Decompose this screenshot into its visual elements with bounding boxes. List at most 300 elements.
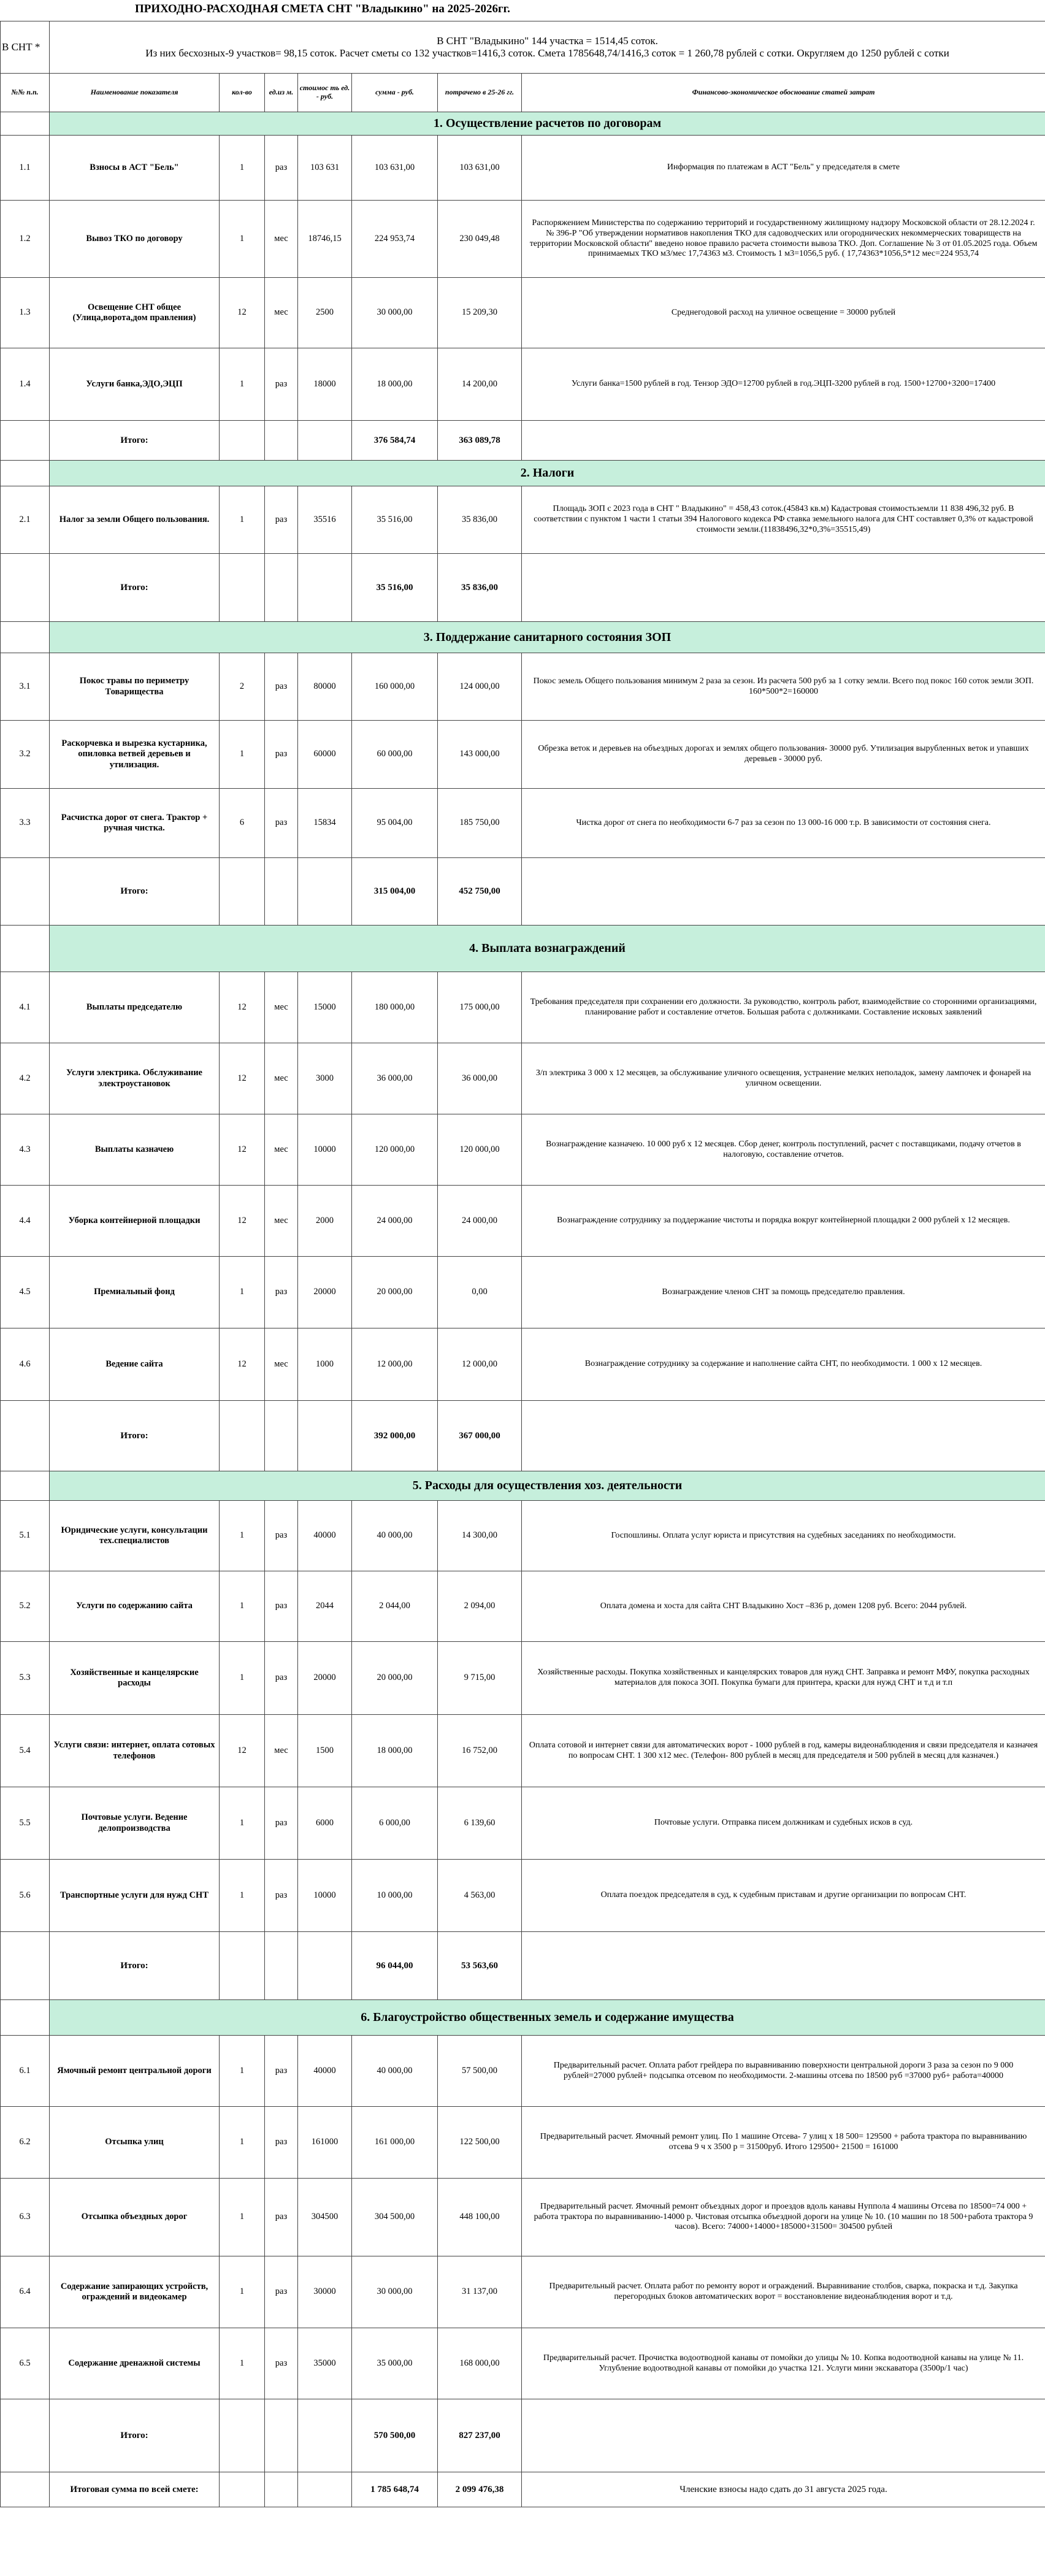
cell-spent: 24 000,00 — [438, 1186, 522, 1257]
cell-spent: 103 631,00 — [438, 136, 522, 201]
cell-name: Освещение СНТ общее (Улица,ворота,дом правления) — [50, 278, 220, 348]
section-total-row — [1, 2399, 1045, 2472]
total-label: Итого: — [50, 554, 220, 622]
cell-unit: раз — [265, 486, 298, 554]
cell-price: 3000 — [298, 1043, 352, 1114]
cell-blank — [265, 1401, 298, 1471]
estimate-body — [1, 21, 1045, 2507]
cell-qty: 1 — [220, 1860, 265, 1932]
cell-name: Отсыпка объездных дорог — [50, 2179, 220, 2256]
cell-unit: раз — [265, 136, 298, 201]
table-row — [1, 136, 1045, 201]
table-row — [1, 2328, 1045, 2399]
cell-sum: 103 631,00 — [352, 136, 438, 201]
cell-price: 40000 — [298, 1501, 352, 1571]
cell-name: Покос травы по периметру Товарищества — [50, 653, 220, 721]
cell-num: 5.2 — [1, 1571, 50, 1642]
cell-desc: Предварительный расчет. Оплата работ по ремонту ворот и ограждений. Выравнивание столбов, сварка, покраска и т.д. Закупка перегородных блоков автоматических ворот = восстановление видеонаблюдения ворот и т.д. — [522, 2256, 1045, 2328]
cell-sum: 20 000,00 — [352, 1257, 438, 1328]
cell-sum: 60 000,00 — [352, 721, 438, 789]
cell-desc: Покос земель Общего пользования минимум 2 раза за сезон. Из расчета 500 руб за 1 сотку земли. Всего под покос 160 соток земли ЗОП. 160*500*2=160000 — [522, 653, 1045, 721]
cell-num: 3.1 — [1, 653, 50, 721]
cell-qty: 1 — [220, 2036, 265, 2107]
cell-num: 4.4 — [1, 1186, 50, 1257]
cell-spent: 448 100,00 — [438, 2179, 522, 2256]
table-row — [1, 1328, 1045, 1401]
table-row — [1, 278, 1045, 348]
cell-sum: 35 516,00 — [352, 486, 438, 554]
cell-desc: Вознаграждение сотруднику за поддержание чистоты и порядка вокруг контейнерной площадки 2 000 рублей х 12 месяцев. — [522, 1186, 1045, 1257]
cell-name: Содержание дренажной системы — [50, 2328, 220, 2399]
cell-num: 5.6 — [1, 1860, 50, 1932]
cell-unit: раз — [265, 2036, 298, 2107]
table-row — [1, 2179, 1045, 2256]
cell-qty: 1 — [220, 1257, 265, 1328]
cell-sum: 30 000,00 — [352, 2256, 438, 2328]
cell-num: 2.1 — [1, 486, 50, 554]
cell-unit: мес — [265, 1328, 298, 1401]
cell-unit: раз — [265, 2107, 298, 2179]
section-header-row — [1, 1471, 1045, 1501]
cell-name: Выплаты председателю — [50, 972, 220, 1043]
cell-spent: 175 000,00 — [438, 972, 522, 1043]
cell-name: Раскорчевка и вырезка кустарника, опиловка ветвей деревьев и утилизация. — [50, 721, 220, 789]
cell-spent: 12 000,00 — [438, 1328, 522, 1401]
col-header-sum: сумма - руб. — [352, 74, 438, 112]
cell-sum: 36 000,00 — [352, 1043, 438, 1114]
cell-name: Премиальный фонд — [50, 1257, 220, 1328]
cell-desc: Площадь ЗОП с 2023 года в СНТ " Владыкино" = 458,43 соток.(45843 кв.м) Кадастровая стоимостьземли 11 838 496,32 руб. В соответствии с пунктом 1 части 1 статьи 394 Налогового кодекса РФ ставка земельного налога для СНТ составляет 0,3% от кадастровой стоимости земли.(11838496,32*0,3%=35515,49) — [522, 486, 1045, 554]
cell-desc: Предварительный расчет. Ямочный ремонт улиц. По 1 машине Отсева- 7 улиц х 18 500= 129500 + работа трактора по выравниванию отсева 9 ч х 3500 р = 31500руб. Итого 129500+ 21500 = 161000 — [522, 2107, 1045, 2179]
section-spacer — [1, 1471, 50, 1501]
cell-blank — [220, 1401, 265, 1471]
cell-price: 10000 — [298, 1860, 352, 1932]
total-label: Итого: — [50, 858, 220, 926]
section-spacer — [1, 926, 50, 972]
cell-desc: Хозяйственные расходы. Покупка хозяйственных и канцелярских товаров для нужд СНТ. Заправка и ремонт МФУ, покупка расходных материалов для покоса ЗОП. Покупка бумаги для принтера, краски для нужд СНТ и т.д и т.п — [522, 1642, 1045, 1715]
cell-name: Отсыпка улиц — [50, 2107, 220, 2179]
cell-sum: 24 000,00 — [352, 1186, 438, 1257]
cell-num: 4.6 — [1, 1328, 50, 1401]
cell-unit: мес — [265, 972, 298, 1043]
section-title: 2. Налоги — [50, 461, 1045, 486]
table-row — [1, 1257, 1045, 1328]
cell-name: Ведение сайта — [50, 1328, 220, 1401]
cell-name: Расчистка дорог от снега. Трактор + ручная чистка. — [50, 789, 220, 858]
cell-blank — [1, 1401, 50, 1471]
cell-num: 5.3 — [1, 1642, 50, 1715]
total-spent: 452 750,00 — [438, 858, 522, 926]
cell-num: 6.2 — [1, 2107, 50, 2179]
cell-name: Юридические услуги, консультации тех.специалистов — [50, 1501, 220, 1571]
cell-qty: 1 — [220, 1642, 265, 1715]
section-header-row — [1, 112, 1045, 136]
cell-desc: Предварительный расчет. Оплата работ грейдера по выравниванию поверхности центральной дороги 3 раза за сезон по 9 000 рублей=27000 рублей+ подсыпка отсевом по необходимости. 2-машины отсева по 18500 руб =37000 руб+ работа=40000 — [522, 2036, 1045, 2107]
cell-qty: 12 — [220, 1715, 265, 1787]
cell-desc: Услуги банка=1500 рублей в год. Тензор ЭДО=12700 рублей в год.ЭЦП-3200 рублей в год. 1500+12700+3200=17400 — [522, 348, 1045, 421]
info-line-1: В СНТ "Владыкино" 144 участка = 1514,45 соток. — [437, 34, 658, 47]
cell-blank — [298, 1401, 352, 1471]
total-spent: 35 836,00 — [438, 554, 522, 622]
cell-name: Уборка контейнерной площадки — [50, 1186, 220, 1257]
total-spent: 363 089,78 — [438, 421, 522, 461]
cell-price: 20000 — [298, 1257, 352, 1328]
cell-qty: 1 — [220, 1501, 265, 1571]
cell-name: Услуги связи: интернет, оплата сотовых телефонов — [50, 1715, 220, 1787]
table-row — [1, 1186, 1045, 1257]
cell-price: 35000 — [298, 2328, 352, 2399]
cell-name: Налог за земли Общего пользования. — [50, 486, 220, 554]
section-total-row — [1, 421, 1045, 461]
section-title: 6. Благоустройство общественных земель и содержание имущества — [50, 2000, 1045, 2036]
cell-price: 103 631 — [298, 136, 352, 201]
cell-sum: 180 000,00 — [352, 972, 438, 1043]
section-title: 3. Поддержание санитарного состояния ЗОП — [50, 622, 1045, 653]
cell-sum: 304 500,00 — [352, 2179, 438, 2256]
total-sum: 96 044,00 — [352, 1932, 438, 2000]
cell-spent: 57 500,00 — [438, 2036, 522, 2107]
table-row — [1, 1860, 1045, 1932]
cell-desc: Требования председателя при сохранении его должности. За руководство, контроль работ, взаимодействие со сторонними организациями, планирование работ и составление отчетов. Большая работа с должниками. Составление исковых заявлений — [522, 972, 1045, 1043]
cell-price: 2044 — [298, 1571, 352, 1642]
cell-desc: Чистка дорог от снега по необходимости 6-7 раз за сезон по 13 000-16 000 т.р. В зависимости от состояния снега. — [522, 789, 1045, 858]
cell-desc: Госпошлины. Оплата услуг юриста и присутствия на судебных заседаниях по необходимости. — [522, 1501, 1045, 1571]
cell-sum: 2 044,00 — [352, 1571, 438, 1642]
cell-blank — [265, 2399, 298, 2472]
cell-spent: 0,00 — [438, 1257, 522, 1328]
col-header-price: стоимос ть ед. - руб. — [298, 74, 352, 112]
cell-price: 304500 — [298, 2179, 352, 2256]
cell-qty: 1 — [220, 136, 265, 201]
col-header-name: Наименование показателя — [50, 74, 220, 112]
cell-num: 6.5 — [1, 2328, 50, 2399]
cell-blank — [522, 421, 1045, 461]
cell-blank — [1, 2472, 50, 2507]
col-header-num: №№ п.п. — [1, 74, 50, 112]
cell-num: 5.5 — [1, 1787, 50, 1860]
cell-sum: 160 000,00 — [352, 653, 438, 721]
cell-blank — [1, 858, 50, 926]
cell-sum: 224 953,74 — [352, 201, 438, 278]
cell-name: Транспортные услуги для нужд СНТ — [50, 1860, 220, 1932]
cell-qty: 12 — [220, 1186, 265, 1257]
cell-spent: 16 752,00 — [438, 1715, 522, 1787]
cell-desc: Информация по платежам в АСТ "Бель" у председателя в смете — [522, 136, 1045, 201]
cell-spent: 9 715,00 — [438, 1642, 522, 1715]
cell-spent: 120 000,00 — [438, 1114, 522, 1186]
cell-unit: раз — [265, 2179, 298, 2256]
cell-blank — [265, 421, 298, 461]
cell-unit: раз — [265, 2328, 298, 2399]
cell-blank — [522, 2399, 1045, 2472]
section-header-row — [1, 622, 1045, 653]
cell-spent: 2 094,00 — [438, 1571, 522, 1642]
section-spacer — [1, 2000, 50, 2036]
cell-blank — [220, 554, 265, 622]
table-row — [1, 1114, 1045, 1186]
cell-spent: 31 137,00 — [438, 2256, 522, 2328]
section-header-row — [1, 461, 1045, 486]
cell-spent: 143 000,00 — [438, 721, 522, 789]
cell-qty: 1 — [220, 1787, 265, 1860]
info-line-2: Из них бесхозных-9 участков= 98,15 соток. Расчет сметы со 132 участков=1416,3 соток. Смета 1785648,74/1416,3 соток = 1 260,78 рублей с сотки. Округляем до 1250 рублей с сотки — [145, 47, 949, 59]
cell-unit: мес — [265, 1043, 298, 1114]
cell-sum: 40 000,00 — [352, 1501, 438, 1571]
cell-qty: 1 — [220, 721, 265, 789]
cell-qty: 1 — [220, 348, 265, 421]
total-sum: 35 516,00 — [352, 554, 438, 622]
cell-name: Выплаты казначею — [50, 1114, 220, 1186]
cell-unit: мес — [265, 1114, 298, 1186]
cell-blank — [522, 1401, 1045, 1471]
cell-desc: Оплата сотовой и интернет связи для автоматических ворот - 1000 рублей в год, камеры видеонаблюдения и связи председателя и казначея по вопросам СНТ. 1 300 х12 мес. (Телефон- 800 рублей в месяц для председателя и 500 рублей в месяц для казначея.) — [522, 1715, 1045, 1787]
cell-price: 15000 — [298, 972, 352, 1043]
total-spent: 53 563,60 — [438, 1932, 522, 2000]
grand-total-label: Итоговая сумма по всей смете: — [50, 2472, 220, 2507]
cell-blank — [265, 858, 298, 926]
section-total-row — [1, 858, 1045, 926]
section-total-row — [1, 554, 1045, 622]
cell-spent: 14 300,00 — [438, 1501, 522, 1571]
cell-unit: раз — [265, 2256, 298, 2328]
cell-desc: Предварительный расчет. Прочистка водоотводной канавы от помойки до улицы № 10. Копка водоотводной канавы на улице № 11. Углубление водоотводной канавы от помойки до участка 121. Услуги мини экскаватора (3500р/1 час) — [522, 2328, 1045, 2399]
cell-name: Взносы в АСТ "Бель" — [50, 136, 220, 201]
cell-blank — [220, 2399, 265, 2472]
cell-spent: 168 000,00 — [438, 2328, 522, 2399]
section-spacer — [1, 622, 50, 653]
cell-unit: раз — [265, 1860, 298, 1932]
cell-num: 4.2 — [1, 1043, 50, 1114]
table-row — [1, 653, 1045, 721]
section-header-row — [1, 926, 1045, 972]
cell-price: 1000 — [298, 1328, 352, 1401]
section-spacer — [1, 461, 50, 486]
cell-num: 4.1 — [1, 972, 50, 1043]
cell-price: 10000 — [298, 1114, 352, 1186]
cell-name: Услуги банка,ЭДО,ЭЦП — [50, 348, 220, 421]
table-row — [1, 789, 1045, 858]
total-label: Итого: — [50, 2399, 220, 2472]
cell-blank — [298, 554, 352, 622]
cell-price: 18000 — [298, 348, 352, 421]
cell-blank — [265, 1932, 298, 2000]
cell-blank — [522, 554, 1045, 622]
grand-total-sum: 1 785 648,74 — [352, 2472, 438, 2507]
estimate-table — [0, 21, 1045, 2507]
section-header-row — [1, 2000, 1045, 2036]
cell-blank — [522, 858, 1045, 926]
col-header-unit: ед.из м. — [265, 74, 298, 112]
cell-sum: 12 000,00 — [352, 1328, 438, 1401]
cell-unit: мес — [265, 1186, 298, 1257]
cell-desc: Вознаграждение казначею. 10 000 руб х 12 месяцев. Сбор денег, контроль поступлений, расчет с поставщиками, подачу отчетов в налоговую, составление отчетов. — [522, 1114, 1045, 1186]
cell-unit: раз — [265, 1257, 298, 1328]
document-title: ПРИХОДНО-РАСХОДНАЯ СМЕТА СНТ "Владыкино" на 2025-2026гг. — [135, 2, 510, 15]
cell-desc: З/п электрика 3 000 х 12 месяцев, за обслуживание уличного освещения, устранение мелких неполадок, замену лампочек и фонарей на уличном освещении. — [522, 1043, 1045, 1114]
cell-num: 1.3 — [1, 278, 50, 348]
cell-price: 60000 — [298, 721, 352, 789]
cell-unit: раз — [265, 1501, 298, 1571]
cell-qty: 12 — [220, 1114, 265, 1186]
section-spacer — [1, 112, 50, 136]
cell-price: 15834 — [298, 789, 352, 858]
cell-spent: 124 000,00 — [438, 653, 522, 721]
cell-sum: 18 000,00 — [352, 1715, 438, 1787]
table-row — [1, 1501, 1045, 1571]
cell-blank — [1, 554, 50, 622]
table-row — [1, 348, 1045, 421]
cell-unit: раз — [265, 653, 298, 721]
col-header-spent: потрачено в 25-26 гг. — [438, 74, 522, 112]
cell-sum: 161 000,00 — [352, 2107, 438, 2179]
info-text — [50, 21, 1045, 74]
cell-desc: Среднегодовой расход на уличное освещение = 30000 рублей — [522, 278, 1045, 348]
column-header-row — [1, 74, 1045, 112]
cell-blank — [220, 421, 265, 461]
cell-price: 1500 — [298, 1715, 352, 1787]
cell-price: 161000 — [298, 2107, 352, 2179]
section-total-row — [1, 1932, 1045, 2000]
cell-spent: 15 209,30 — [438, 278, 522, 348]
cell-price: 20000 — [298, 1642, 352, 1715]
cell-price: 30000 — [298, 2256, 352, 2328]
cell-price: 2500 — [298, 278, 352, 348]
total-sum: 315 004,00 — [352, 858, 438, 926]
cell-unit: раз — [265, 789, 298, 858]
cell-name: Почтовые услуги. Ведение делопроизводства — [50, 1787, 220, 1860]
table-row — [1, 1571, 1045, 1642]
table-row — [1, 201, 1045, 278]
total-spent: 827 237,00 — [438, 2399, 522, 2472]
cell-spent: 122 500,00 — [438, 2107, 522, 2179]
cell-blank — [298, 2399, 352, 2472]
cell-blank — [1, 2399, 50, 2472]
table-row — [1, 1043, 1045, 1114]
total-sum: 570 500,00 — [352, 2399, 438, 2472]
cell-num: 1.2 — [1, 201, 50, 278]
cell-qty: 1 — [220, 201, 265, 278]
cell-spent: 36 000,00 — [438, 1043, 522, 1114]
table-row — [1, 1642, 1045, 1715]
cell-num: 3.3 — [1, 789, 50, 858]
cell-desc: Оплата поездок председателя в суд, к судебным приставам и другие организации по вопросам СНТ. — [522, 1860, 1045, 1932]
cell-qty: 12 — [220, 972, 265, 1043]
table-row — [1, 721, 1045, 789]
cell-sum: 30 000,00 — [352, 278, 438, 348]
cell-qty: 12 — [220, 1043, 265, 1114]
cell-num: 4.5 — [1, 1257, 50, 1328]
cell-sum: 20 000,00 — [352, 1642, 438, 1715]
cell-unit: раз — [265, 1642, 298, 1715]
grand-total-spent: 2 099 476,38 — [438, 2472, 522, 2507]
cell-price: 2000 — [298, 1186, 352, 1257]
section-total-row — [1, 1401, 1045, 1471]
cell-qty: 1 — [220, 1571, 265, 1642]
total-label: Итого: — [50, 1401, 220, 1471]
table-row — [1, 1787, 1045, 1860]
cell-unit: раз — [265, 1571, 298, 1642]
cell-blank — [522, 1932, 1045, 2000]
cell-price: 80000 — [298, 653, 352, 721]
cell-qty: 1 — [220, 2256, 265, 2328]
grand-total-note: Членские взносы надо сдать до 31 августа 2025 года. — [522, 2472, 1045, 2507]
cell-num: 4.3 — [1, 1114, 50, 1186]
table-row — [1, 2107, 1045, 2179]
cell-spent: 230 049,48 — [438, 201, 522, 278]
cell-num: 5.1 — [1, 1501, 50, 1571]
total-sum: 392 000,00 — [352, 1401, 438, 1471]
cell-num: 6.3 — [1, 2179, 50, 2256]
cell-blank — [265, 554, 298, 622]
info-label: В СНТ * — [1, 21, 50, 74]
cell-blank — [1, 421, 50, 461]
info-row — [1, 21, 1045, 74]
cell-qty: 1 — [220, 2328, 265, 2399]
col-header-desc: Финансово-экономическое обоснование статей затрат — [522, 74, 1045, 112]
table-row — [1, 972, 1045, 1043]
section-title: 5. Расходы для осуществления хоз. деятельности — [50, 1471, 1045, 1501]
cell-num: 6.4 — [1, 2256, 50, 2328]
cell-name: Ямочный ремонт центральной дороги — [50, 2036, 220, 2107]
cell-name: Содержание запирающих устройств, ограждений и видеокамер — [50, 2256, 220, 2328]
cell-spent: 35 836,00 — [438, 486, 522, 554]
cell-price: 6000 — [298, 1787, 352, 1860]
cell-spent: 4 563,00 — [438, 1860, 522, 1932]
cell-unit: раз — [265, 348, 298, 421]
cell-sum: 40 000,00 — [352, 2036, 438, 2107]
col-header-qty: кол-во — [220, 74, 265, 112]
cell-desc: Обрезка веток и деревьев на объездных дорогах и землях общего пользования- 30000 руб. Утилизация вырубленных веток и упавших деревьев - 30000 руб. — [522, 721, 1045, 789]
cell-price: 35516 — [298, 486, 352, 554]
cell-qty: 1 — [220, 2179, 265, 2256]
cell-price: 40000 — [298, 2036, 352, 2107]
cell-sum: 10 000,00 — [352, 1860, 438, 1932]
cell-blank — [220, 2472, 265, 2507]
cell-name: Хозяйственные и канцелярские расходы — [50, 1642, 220, 1715]
cell-spent: 185 750,00 — [438, 789, 522, 858]
cell-qty: 6 — [220, 789, 265, 858]
cell-blank — [220, 1932, 265, 2000]
cell-blank — [298, 2472, 352, 2507]
cell-blank — [1, 1932, 50, 2000]
section-title: 4. Выплата вознаграждений — [50, 926, 1045, 972]
cell-blank — [220, 858, 265, 926]
cell-price: 18746,15 — [298, 201, 352, 278]
total-sum: 376 584,74 — [352, 421, 438, 461]
table-row — [1, 2036, 1045, 2107]
cell-name: Услуги по содержанию сайта — [50, 1571, 220, 1642]
total-spent: 367 000,00 — [438, 1401, 522, 1471]
cell-sum: 120 000,00 — [352, 1114, 438, 1186]
cell-num: 1.4 — [1, 348, 50, 421]
cell-num: 3.2 — [1, 721, 50, 789]
cell-num: 6.1 — [1, 2036, 50, 2107]
cell-name: Вывоз ТКО по договору — [50, 201, 220, 278]
cell-sum: 35 000,00 — [352, 2328, 438, 2399]
cell-desc: Вознаграждение членов СНТ за помощь председателю правления. — [522, 1257, 1045, 1328]
table-row — [1, 2256, 1045, 2328]
cell-spent: 6 139,60 — [438, 1787, 522, 1860]
cell-unit: мес — [265, 278, 298, 348]
total-label: Итого: — [50, 1932, 220, 2000]
cell-desc: Предварительный расчет. Ямочный ремонт объездных дорог и проездов вдоль канавы Нуппола 4 машины Отсева по 18500=74 000 + работа трактора по выравниванию-14000 р. Чистовая отсыпка объездной дороги на улице № 10. (10 машин по 18 500+работа трактора 9 часов). Всего: 74000+14000+185000+31500= 304500 рублей — [522, 2179, 1045, 2256]
cell-qty: 2 — [220, 653, 265, 721]
cell-unit: мес — [265, 1715, 298, 1787]
cell-blank — [265, 2472, 298, 2507]
cell-qty: 12 — [220, 278, 265, 348]
cell-blank — [298, 421, 352, 461]
cell-sum: 18 000,00 — [352, 348, 438, 421]
